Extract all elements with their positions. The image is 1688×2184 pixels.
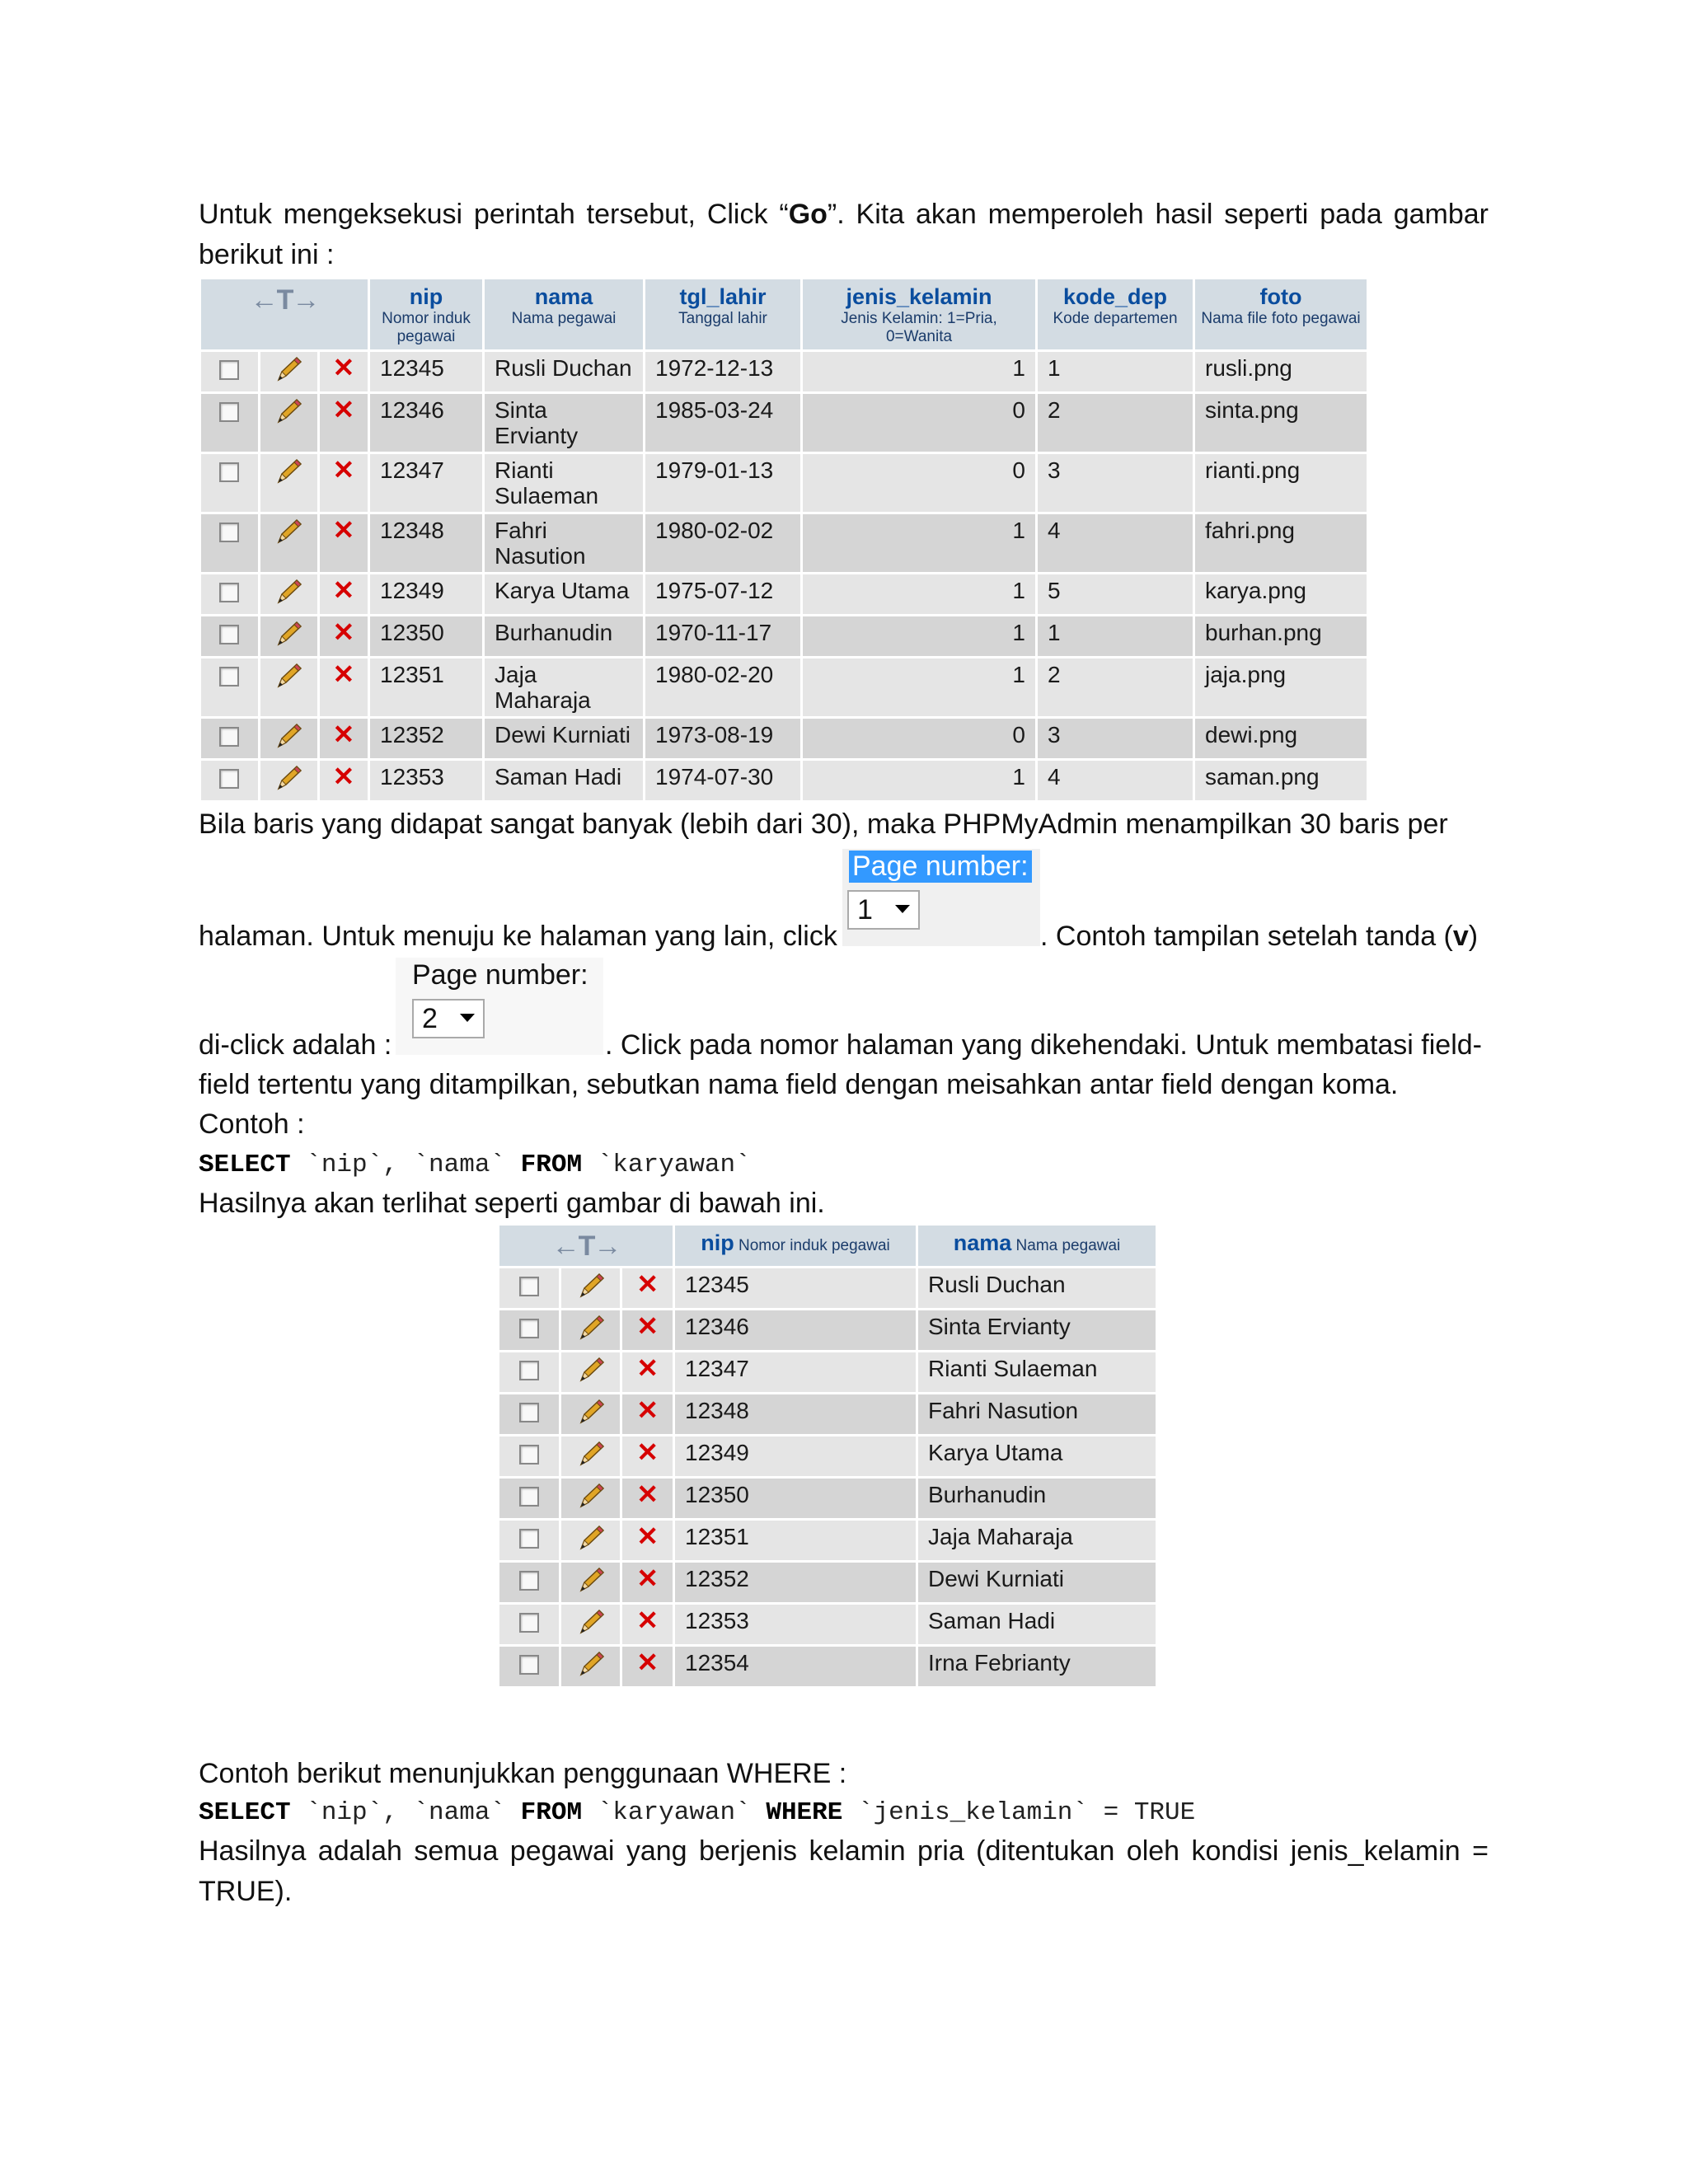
cell-nip: 12346 bbox=[370, 394, 482, 452]
sql-part: `karyawan` bbox=[582, 1151, 751, 1179]
intro-paragraph bbox=[199, 194, 1489, 275]
cell-nip: 12350 bbox=[675, 1479, 916, 1518]
row-select-cell bbox=[499, 1310, 559, 1350]
cell-tgl_lahir: 1980-02-02 bbox=[645, 514, 800, 572]
cell-nip: 12347 bbox=[370, 454, 482, 512]
sql-code-2 bbox=[199, 1798, 1195, 1827]
row-delete-cell[interactable] bbox=[622, 1563, 673, 1602]
result-table-1 bbox=[199, 277, 1475, 791]
delete-x-icon[interactable]: ✕ bbox=[332, 353, 355, 382]
row-select-cell bbox=[201, 719, 258, 758]
cell-nip: 12351 bbox=[675, 1521, 916, 1560]
row-delete-cell[interactable] bbox=[622, 1647, 673, 1686]
delete-x-icon[interactable]: ✕ bbox=[636, 1605, 659, 1635]
cell-jenis_kelamin: 0 bbox=[803, 454, 1035, 512]
row-edit-cell[interactable] bbox=[561, 1394, 621, 1434]
cell-kode_dep: 2 bbox=[1038, 658, 1193, 716]
row-delete-cell[interactable] bbox=[320, 616, 368, 656]
column-arrows-icon: ←T→ bbox=[250, 284, 319, 316]
row-delete-cell[interactable] bbox=[320, 574, 368, 614]
row-select-cell bbox=[499, 1479, 559, 1518]
row-select-cell bbox=[499, 1605, 559, 1644]
delete-x-icon[interactable]: ✕ bbox=[332, 575, 355, 605]
column-header-tgl_lahir[interactable] bbox=[645, 279, 800, 349]
page-number-select-1[interactable] bbox=[847, 890, 920, 930]
column-comment: Nomor induk pegawai bbox=[734, 1237, 890, 1254]
cell-jenis_kelamin: 1 bbox=[803, 761, 1035, 800]
row-edit-cell[interactable] bbox=[260, 658, 317, 716]
delete-x-icon[interactable]: ✕ bbox=[636, 1479, 659, 1509]
row-delete-cell[interactable] bbox=[320, 514, 368, 572]
table-row bbox=[499, 1310, 1156, 1350]
column-header-jenis_kelamin[interactable] bbox=[803, 279, 1035, 349]
row-select-cell bbox=[201, 574, 258, 614]
dropdown-caret-icon bbox=[895, 905, 910, 913]
delete-x-icon[interactable]: ✕ bbox=[332, 659, 355, 689]
cell-jenis_kelamin: 0 bbox=[803, 394, 1035, 452]
pencil-icon bbox=[274, 620, 303, 648]
checkbox-icon[interactable] bbox=[519, 1571, 539, 1591]
cell-nip: 12348 bbox=[370, 514, 482, 572]
row-delete-cell[interactable] bbox=[320, 352, 368, 391]
row-edit-cell[interactable] bbox=[260, 761, 317, 800]
cell-tgl_lahir: 1975-07-12 bbox=[645, 574, 800, 614]
delete-x-icon[interactable]: ✕ bbox=[636, 1395, 659, 1425]
hasil-1-text: Hasilnya akan terlihat seperti gambar di bawah ini. bbox=[199, 1188, 825, 1219]
cell-jenis_kelamin: 1 bbox=[803, 658, 1035, 716]
cell-nip: 12349 bbox=[675, 1436, 916, 1476]
column-comment: Tanggal lahir bbox=[678, 310, 767, 327]
delete-x-icon[interactable]: ✕ bbox=[332, 395, 355, 424]
where-example-line bbox=[199, 1754, 846, 1794]
column-comment: Nama pegawai bbox=[1011, 1237, 1121, 1254]
cell-nip: 12353 bbox=[370, 761, 482, 800]
page-number-select-2[interactable] bbox=[412, 999, 485, 1038]
checkbox-icon[interactable] bbox=[219, 769, 239, 789]
cell-nama: Sinta Ervianty bbox=[918, 1310, 1156, 1350]
checkbox-icon[interactable] bbox=[219, 667, 239, 687]
sql-keyword: FROM bbox=[520, 1798, 583, 1827]
row-select-cell bbox=[201, 616, 258, 656]
row-delete-cell[interactable] bbox=[622, 1521, 673, 1560]
cell-foto: saman.png bbox=[1195, 761, 1367, 800]
pencil-icon bbox=[576, 1440, 606, 1468]
pencil-icon bbox=[274, 764, 303, 792]
page-number-widget-1 bbox=[842, 849, 1040, 946]
pencil-icon bbox=[576, 1482, 606, 1510]
row-select-cell bbox=[201, 394, 258, 452]
cell-nip: 12352 bbox=[370, 719, 482, 758]
column-header-foto[interactable] bbox=[1195, 279, 1367, 349]
row-delete-cell[interactable] bbox=[320, 719, 368, 758]
column-name[interactable]: nip bbox=[409, 284, 443, 309]
cell-jenis_kelamin: 1 bbox=[803, 514, 1035, 572]
table-row bbox=[201, 658, 1367, 716]
cell-nama: Rianti Sulaeman bbox=[918, 1352, 1156, 1392]
dropdown-caret-icon bbox=[460, 1014, 475, 1022]
checkbox-icon[interactable] bbox=[219, 462, 239, 482]
table-row bbox=[201, 761, 1367, 800]
row-select-cell bbox=[201, 658, 258, 716]
pencil-icon bbox=[576, 1314, 606, 1342]
column-arrows-header bbox=[201, 279, 368, 349]
pagination-text-2b: . Contoh tampilan setelah tanda ( bbox=[1040, 921, 1453, 952]
delete-x-icon[interactable]: ✕ bbox=[332, 515, 355, 545]
sql-keyword: FROM bbox=[520, 1151, 583, 1179]
sql-keyword: SELECT bbox=[199, 1798, 291, 1827]
row-edit-cell[interactable] bbox=[561, 1563, 621, 1602]
checkbox-icon[interactable] bbox=[519, 1655, 539, 1675]
cell-nama: Sinta Ervianty bbox=[485, 394, 643, 452]
pencil-icon bbox=[576, 1524, 606, 1552]
cell-nip: 12349 bbox=[370, 574, 482, 614]
row-edit-cell[interactable] bbox=[561, 1352, 621, 1392]
pencil-icon bbox=[274, 578, 303, 606]
sql-part: `karyawan` bbox=[582, 1798, 767, 1827]
table-row bbox=[499, 1436, 1156, 1476]
cell-tgl_lahir: 1979-01-13 bbox=[645, 454, 800, 512]
cell-nip: 12354 bbox=[675, 1647, 916, 1686]
cell-nip: 12347 bbox=[675, 1352, 916, 1392]
clickpage-line-left bbox=[199, 1025, 392, 1066]
cell-tgl_lahir: 1970-11-17 bbox=[645, 616, 800, 656]
cell-nama: Dewi Kurniati bbox=[485, 719, 643, 758]
cell-kode_dep: 4 bbox=[1038, 761, 1193, 800]
checkbox-icon[interactable] bbox=[519, 1529, 539, 1549]
page-number-label: Page number: bbox=[412, 959, 588, 991]
page-number-label-highlighted: Page number: bbox=[849, 851, 1032, 883]
cell-nama: Jaja Maharaja bbox=[918, 1521, 1156, 1560]
delete-x-icon[interactable]: ✕ bbox=[332, 762, 355, 791]
cell-nama: Jaja Maharaja bbox=[485, 658, 643, 716]
cell-foto: sinta.png bbox=[1195, 394, 1367, 452]
row-select-cell bbox=[201, 514, 258, 572]
cell-jenis_kelamin: 1 bbox=[803, 574, 1035, 614]
cell-kode_dep: 1 bbox=[1038, 616, 1193, 656]
cell-kode_dep: 4 bbox=[1038, 514, 1193, 572]
column-header-nama[interactable] bbox=[918, 1226, 1156, 1266]
cell-nama: Fahri Nasution bbox=[485, 514, 643, 572]
row-delete-cell[interactable] bbox=[622, 1352, 673, 1392]
cell-nama: Karya Utama bbox=[918, 1436, 1156, 1476]
nip-nama-table bbox=[497, 1223, 1158, 1689]
table-row bbox=[499, 1394, 1156, 1434]
pencil-icon bbox=[274, 397, 303, 425]
row-delete-cell[interactable] bbox=[622, 1605, 673, 1644]
column-comment: Nama file foto pegawai bbox=[1201, 310, 1361, 327]
table-row bbox=[499, 1605, 1156, 1644]
table-row bbox=[201, 454, 1367, 512]
delete-x-icon[interactable]: ✕ bbox=[636, 1311, 659, 1341]
result-table-2 bbox=[497, 1223, 1178, 1718]
checkbox-icon[interactable] bbox=[219, 360, 239, 380]
cell-nip: 12350 bbox=[370, 616, 482, 656]
table-row bbox=[499, 1563, 1156, 1602]
row-edit-cell[interactable] bbox=[260, 352, 317, 391]
row-select-cell bbox=[201, 352, 258, 391]
row-delete-cell[interactable] bbox=[320, 454, 368, 512]
pencil-icon bbox=[274, 355, 303, 383]
checkbox-icon[interactable] bbox=[519, 1277, 539, 1296]
cell-nama: Burhanudin bbox=[485, 616, 643, 656]
cell-nama: Dewi Kurniati bbox=[918, 1563, 1156, 1602]
checkbox-icon[interactable] bbox=[219, 523, 239, 542]
clickpage-line-right bbox=[605, 1025, 1482, 1066]
pencil-icon bbox=[274, 722, 303, 750]
delete-x-icon[interactable]: ✕ bbox=[636, 1647, 659, 1677]
cell-nama: Rusli Duchan bbox=[485, 352, 643, 391]
clickpage-text-b: . Click pada nomor halaman yang dikehendaki. Untuk membatasi field- bbox=[605, 1029, 1482, 1061]
table-row bbox=[499, 1647, 1156, 1686]
cell-tgl_lahir: 1974-07-30 bbox=[645, 761, 800, 800]
table-row bbox=[499, 1479, 1156, 1518]
page-number-value-1: 1 bbox=[857, 894, 873, 926]
cell-kode_dep: 3 bbox=[1038, 454, 1193, 512]
sql-keyword: WHERE bbox=[766, 1798, 843, 1827]
column-comment: Nomor induk pegawai bbox=[382, 310, 471, 345]
v-marker: v bbox=[1452, 921, 1469, 952]
table-row bbox=[201, 719, 1367, 758]
checkbox-icon[interactable] bbox=[519, 1361, 539, 1380]
delete-x-icon[interactable]: ✕ bbox=[332, 455, 355, 485]
row-select-cell bbox=[499, 1436, 559, 1476]
cell-nama: Saman Hadi bbox=[918, 1605, 1156, 1644]
field-limit-line bbox=[199, 1065, 1398, 1105]
hasil-1-line bbox=[199, 1183, 825, 1224]
intro-text-b: ”. Kita akan memperoleh hasil seperti pada gambar berikut ini : bbox=[199, 199, 1489, 270]
checkbox-icon[interactable] bbox=[219, 583, 239, 602]
delete-x-icon[interactable]: ✕ bbox=[636, 1521, 659, 1551]
sql-part: `jenis_kelamin` = TRUE bbox=[842, 1798, 1196, 1827]
pagination-text-2a: halaman. Untuk menuju ke halaman yang lain, click bbox=[199, 921, 837, 952]
cell-tgl_lahir: 1980-02-20 bbox=[645, 658, 800, 716]
row-edit-cell[interactable] bbox=[561, 1268, 621, 1308]
sql-part: `nip`, `nama` bbox=[290, 1151, 521, 1179]
pagination-text-1: Bila baris yang didapat sangat banyak (lebih dari 30), maka PHPMyAdmin menampilkan 30 baris per bbox=[199, 808, 1448, 840]
cell-foto: rusli.png bbox=[1195, 352, 1367, 391]
intro-text-a: Untuk mengeksekusi perintah tersebut, Click “ bbox=[199, 199, 789, 230]
column-comment: Kode departemen bbox=[1053, 310, 1178, 327]
cell-nip: 12351 bbox=[370, 658, 482, 716]
full-columns-table bbox=[199, 277, 1369, 803]
hasil-2-text: Hasilnya adalah semua pegawai yang berjenis kelamin pria (ditentukan oleh kondisi jenis_kelamin = TRUE). bbox=[199, 1835, 1489, 1907]
column-header-kode_dep[interactable] bbox=[1038, 279, 1193, 349]
cell-jenis_kelamin: 1 bbox=[803, 616, 1035, 656]
row-select-cell bbox=[499, 1647, 559, 1686]
table-row bbox=[499, 1521, 1156, 1560]
checkbox-icon[interactable] bbox=[219, 402, 239, 422]
cell-foto: rianti.png bbox=[1195, 454, 1367, 512]
sql-keyword: SELECT bbox=[199, 1151, 291, 1179]
row-select-cell bbox=[499, 1394, 559, 1434]
column-header-nip[interactable] bbox=[675, 1226, 916, 1266]
checkbox-icon[interactable] bbox=[219, 727, 239, 747]
row-edit-cell[interactable] bbox=[561, 1521, 621, 1560]
column-comment: Jenis Kelamin: 1=Pria, 0=Wanita bbox=[841, 310, 997, 345]
column-name[interactable]: kode_dep bbox=[1062, 284, 1168, 309]
pagination-line2-left bbox=[199, 916, 837, 957]
cell-nama: Burhanudin bbox=[918, 1479, 1156, 1518]
pencil-icon bbox=[576, 1356, 606, 1384]
cell-tgl_lahir: 1985-03-24 bbox=[645, 394, 800, 452]
row-select-cell bbox=[499, 1521, 559, 1560]
column-name[interactable]: jenis_kelamin bbox=[846, 284, 992, 309]
contoh-text: Contoh : bbox=[199, 1108, 305, 1140]
cell-nama: Saman Hadi bbox=[485, 761, 643, 800]
cell-foto: fahri.png bbox=[1195, 514, 1367, 572]
cell-nama: Karya Utama bbox=[485, 574, 643, 614]
row-edit-cell[interactable] bbox=[561, 1605, 621, 1644]
cell-kode_dep: 3 bbox=[1038, 719, 1193, 758]
clickpage-text-a: di-click adalah : bbox=[199, 1029, 392, 1061]
checkbox-icon[interactable] bbox=[519, 1319, 539, 1338]
row-delete-cell[interactable] bbox=[320, 394, 368, 452]
row-delete-cell[interactable] bbox=[622, 1436, 673, 1476]
pagination-text-2c: ) bbox=[1468, 921, 1479, 952]
cell-foto: jaja.png bbox=[1195, 658, 1367, 716]
pencil-icon bbox=[576, 1272, 606, 1300]
table-row bbox=[499, 1352, 1156, 1392]
column-name[interactable]: nip bbox=[701, 1230, 734, 1255]
row-delete-cell[interactable] bbox=[622, 1394, 673, 1434]
row-edit-cell[interactable] bbox=[260, 514, 317, 572]
row-edit-cell[interactable] bbox=[561, 1310, 621, 1350]
column-name[interactable]: tgl_lahir bbox=[679, 284, 767, 309]
column-arrows-header bbox=[499, 1226, 673, 1266]
delete-x-icon[interactable]: ✕ bbox=[636, 1269, 659, 1299]
field-limit-text: field tertentu yang ditampilkan, sebutkan nama field dengan meisahkan antar field dengan koma. bbox=[199, 1069, 1399, 1100]
cell-nip: 12346 bbox=[675, 1310, 916, 1350]
pencil-icon bbox=[576, 1650, 606, 1678]
delete-x-icon[interactable]: ✕ bbox=[636, 1437, 659, 1467]
column-name[interactable]: foto bbox=[1259, 284, 1302, 309]
pagination-line2-right bbox=[1040, 916, 1478, 957]
pencil-icon bbox=[274, 662, 303, 690]
row-delete-cell[interactable] bbox=[622, 1310, 673, 1350]
cell-kode_dep: 5 bbox=[1038, 574, 1193, 614]
row-edit-cell[interactable] bbox=[260, 454, 317, 512]
cell-foto: dewi.png bbox=[1195, 719, 1367, 758]
cell-jenis_kelamin: 1 bbox=[803, 352, 1035, 391]
table-row bbox=[201, 394, 1367, 452]
table-row bbox=[201, 352, 1367, 391]
cell-nip: 12353 bbox=[675, 1605, 916, 1644]
column-name[interactable]: nama bbox=[953, 1230, 1012, 1255]
cell-nama: Fahri Nasution bbox=[918, 1394, 1156, 1434]
cell-nama: Rianti Sulaeman bbox=[485, 454, 643, 512]
row-delete-cell[interactable] bbox=[320, 761, 368, 800]
delete-x-icon[interactable]: ✕ bbox=[636, 1563, 659, 1593]
pencil-icon bbox=[274, 518, 303, 546]
cell-nip: 12348 bbox=[675, 1394, 916, 1434]
pencil-icon bbox=[576, 1566, 606, 1594]
column-header-nama[interactable] bbox=[485, 279, 643, 349]
hasil-2-paragraph bbox=[199, 1831, 1489, 1912]
row-edit-cell[interactable] bbox=[260, 394, 317, 452]
table-row bbox=[201, 574, 1367, 614]
row-edit-cell[interactable] bbox=[561, 1479, 621, 1518]
cell-nama: Rusli Duchan bbox=[918, 1268, 1156, 1308]
column-name[interactable]: nama bbox=[534, 284, 593, 309]
checkbox-icon[interactable] bbox=[519, 1613, 539, 1633]
cell-kode_dep: 1 bbox=[1038, 352, 1193, 391]
pencil-icon bbox=[576, 1398, 606, 1426]
cell-tgl_lahir: 1973-08-19 bbox=[645, 719, 800, 758]
cell-foto: burhan.png bbox=[1195, 616, 1367, 656]
row-select-cell bbox=[499, 1268, 559, 1308]
row-edit-cell[interactable] bbox=[260, 719, 317, 758]
row-edit-cell[interactable] bbox=[260, 574, 317, 614]
checkbox-icon[interactable] bbox=[519, 1403, 539, 1422]
pagination-paragraph-line1 bbox=[199, 804, 1489, 845]
checkbox-icon[interactable] bbox=[519, 1487, 539, 1507]
cell-foto: karya.png bbox=[1195, 574, 1367, 614]
sql-code-1 bbox=[199, 1151, 751, 1179]
row-delete-cell[interactable] bbox=[622, 1268, 673, 1308]
row-edit-cell[interactable] bbox=[561, 1436, 621, 1476]
cell-nama: Irna Febrianty bbox=[918, 1647, 1156, 1686]
cell-nip: 12345 bbox=[675, 1268, 916, 1308]
table-row bbox=[201, 514, 1367, 572]
cell-nip: 12345 bbox=[370, 352, 482, 391]
contoh-label bbox=[199, 1104, 305, 1145]
cell-kode_dep: 2 bbox=[1038, 394, 1193, 452]
row-edit-cell[interactable] bbox=[260, 616, 317, 656]
where-example-text: Contoh berikut menunjukkan penggunaan WHERE : bbox=[199, 1758, 847, 1789]
table-row bbox=[499, 1268, 1156, 1308]
sql-part: `nip`, `nama` bbox=[290, 1798, 521, 1827]
row-select-cell bbox=[499, 1352, 559, 1392]
page-number-widget-2 bbox=[396, 958, 603, 1055]
column-comment: Nama pegawai bbox=[511, 310, 617, 327]
go-keyword: Go bbox=[788, 199, 828, 230]
delete-x-icon[interactable]: ✕ bbox=[332, 719, 355, 749]
row-select-cell bbox=[499, 1563, 559, 1602]
row-edit-cell[interactable] bbox=[561, 1647, 621, 1686]
column-header-nip[interactable] bbox=[370, 279, 482, 349]
cell-jenis_kelamin: 0 bbox=[803, 719, 1035, 758]
page-number-value-2: 2 bbox=[422, 1003, 438, 1034]
checkbox-icon[interactable] bbox=[519, 1445, 539, 1465]
pencil-icon bbox=[576, 1608, 606, 1636]
row-delete-cell[interactable] bbox=[320, 658, 368, 716]
row-delete-cell[interactable] bbox=[622, 1479, 673, 1518]
row-select-cell bbox=[201, 454, 258, 512]
checkbox-icon[interactable] bbox=[219, 625, 239, 644]
delete-x-icon[interactable]: ✕ bbox=[636, 1353, 659, 1383]
cell-nip: 12352 bbox=[675, 1563, 916, 1602]
pencil-icon bbox=[274, 457, 303, 485]
row-select-cell bbox=[201, 761, 258, 800]
delete-x-icon[interactable]: ✕ bbox=[332, 617, 355, 647]
cell-tgl_lahir: 1972-12-13 bbox=[645, 352, 800, 391]
column-arrows-icon: ←T→ bbox=[551, 1230, 621, 1262]
table-row bbox=[201, 616, 1367, 656]
